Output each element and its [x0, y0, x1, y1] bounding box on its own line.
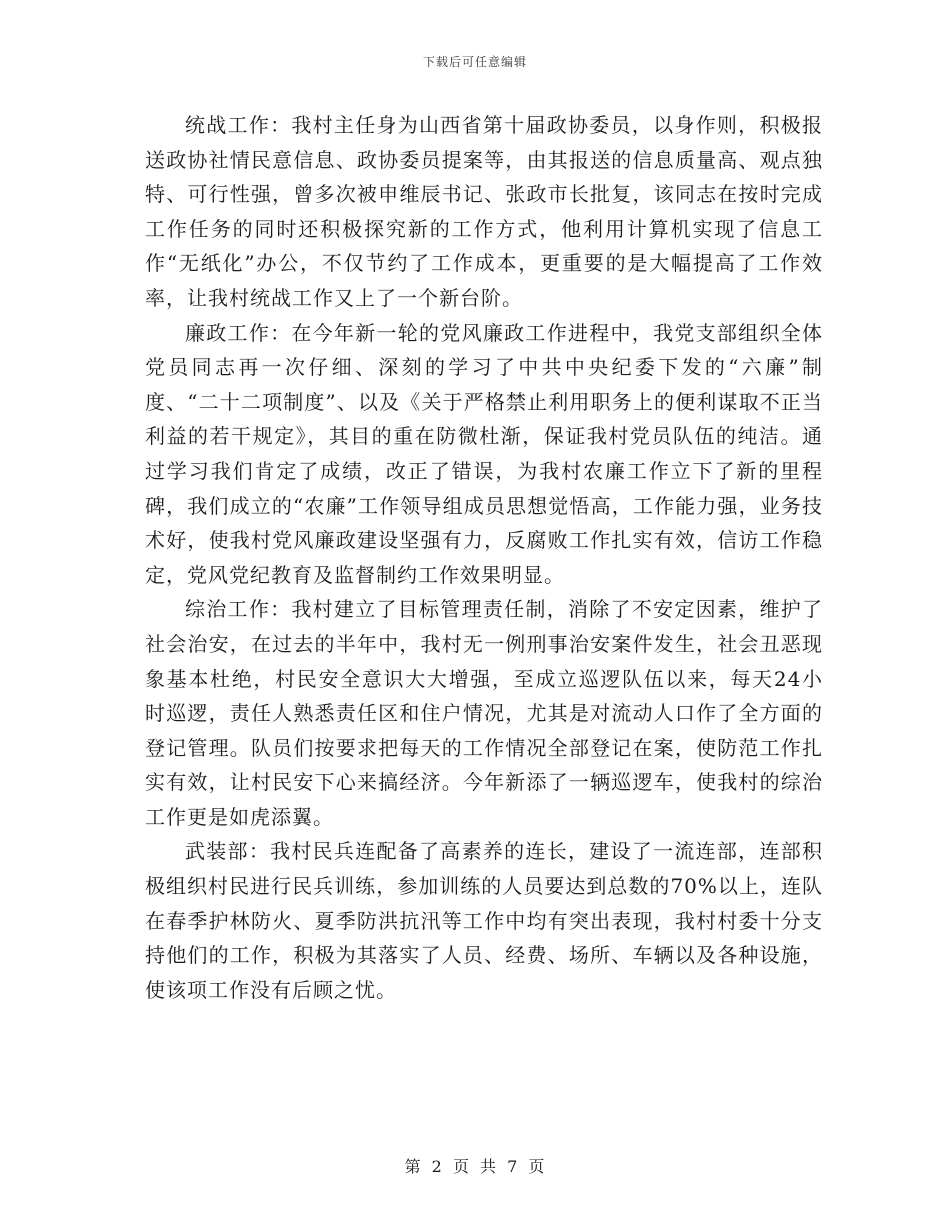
page-footer: 第 2 页 共 7 页 — [404, 1157, 546, 1176]
paragraph-united-front-work: 统战工作：我村主任身为山西省第十届政协委员，以身作则，积极报送政协社情民意信息、政协委员提案等，由其报送的信息质量高、观点独特、可行性强，曾多次被申维辰书记、张政市长批复，该同志在按时完成工作任务的同时还积极探究新的工作方式，他利用计算机实现了信息工作“无纸化”办公，不仅节约了工作成本，更重要的是大幅提高了工作效率，让我村统战工作又上了一个新台阶。 — [145, 113, 823, 310]
paragraph-clean-government-work: 廉政工作：在今年新一轮的党风廉政工作进程中，我党支部组织全体党员同志再一次仔细、深刻的学习了中共中央纪委下发的“六廉”制度、“二十二项制度”、以及《关于严格禁止利用职务上的便利谋取不正当利益的若干规定》，其目的重在防微杜渐，保证我村党员队伍的纯洁。通过学习我们肯定了成绩，改正了错误，为我村农廉工作立下了新的里程碑，我们成立的“农廉”工作领导组成员思想觉悟高，工作能力强，业务技术好，使我村党风廉政建设坚强有力，反腐败工作扎实有效，信访工作稳定，党风党纪教育及监督制约工作效果明显。 — [145, 320, 823, 587]
page-header: 下载后可任意编辑 — [422, 55, 527, 69]
paragraph-comprehensive-governance-work: 综治工作：我村建立了目标管理责任制，消除了不安定因素，维护了社会治安，在过去的半年中，我村无一例刑事治安案件发生，社会丑恶现象基本杜绝，村民安全意识大大增强，至成立巡逻队伍以来，每天24小时巡逻，责任人熟悉责任区和住户情况，尤其是对流动人口作了全方面的登记管理。队员们按要求把每天的工作情况全部登记在案，使防范工作扎实有效，让村民安下心来搞经济。今年新添了一辆巡逻车，使我村的综治工作更是如虎添翼。 — [145, 597, 823, 829]
document-body — [145, 108, 823, 1007]
paragraph-armed-forces-department: 武装部：我村民兵连配备了高素养的连长，建设了一流连部，连部积极组织村民进行民兵训练，参加训练的人员要达到总数的70%以上，连队在春季护林防火、夏季防洪抗汛等工作中均有突出表现，我村村委十分支持他们的工作，积极为其落实了人员、经费、场所、车辆以及各种设施，使该项工作没有后顾之忧。 — [145, 839, 823, 1002]
